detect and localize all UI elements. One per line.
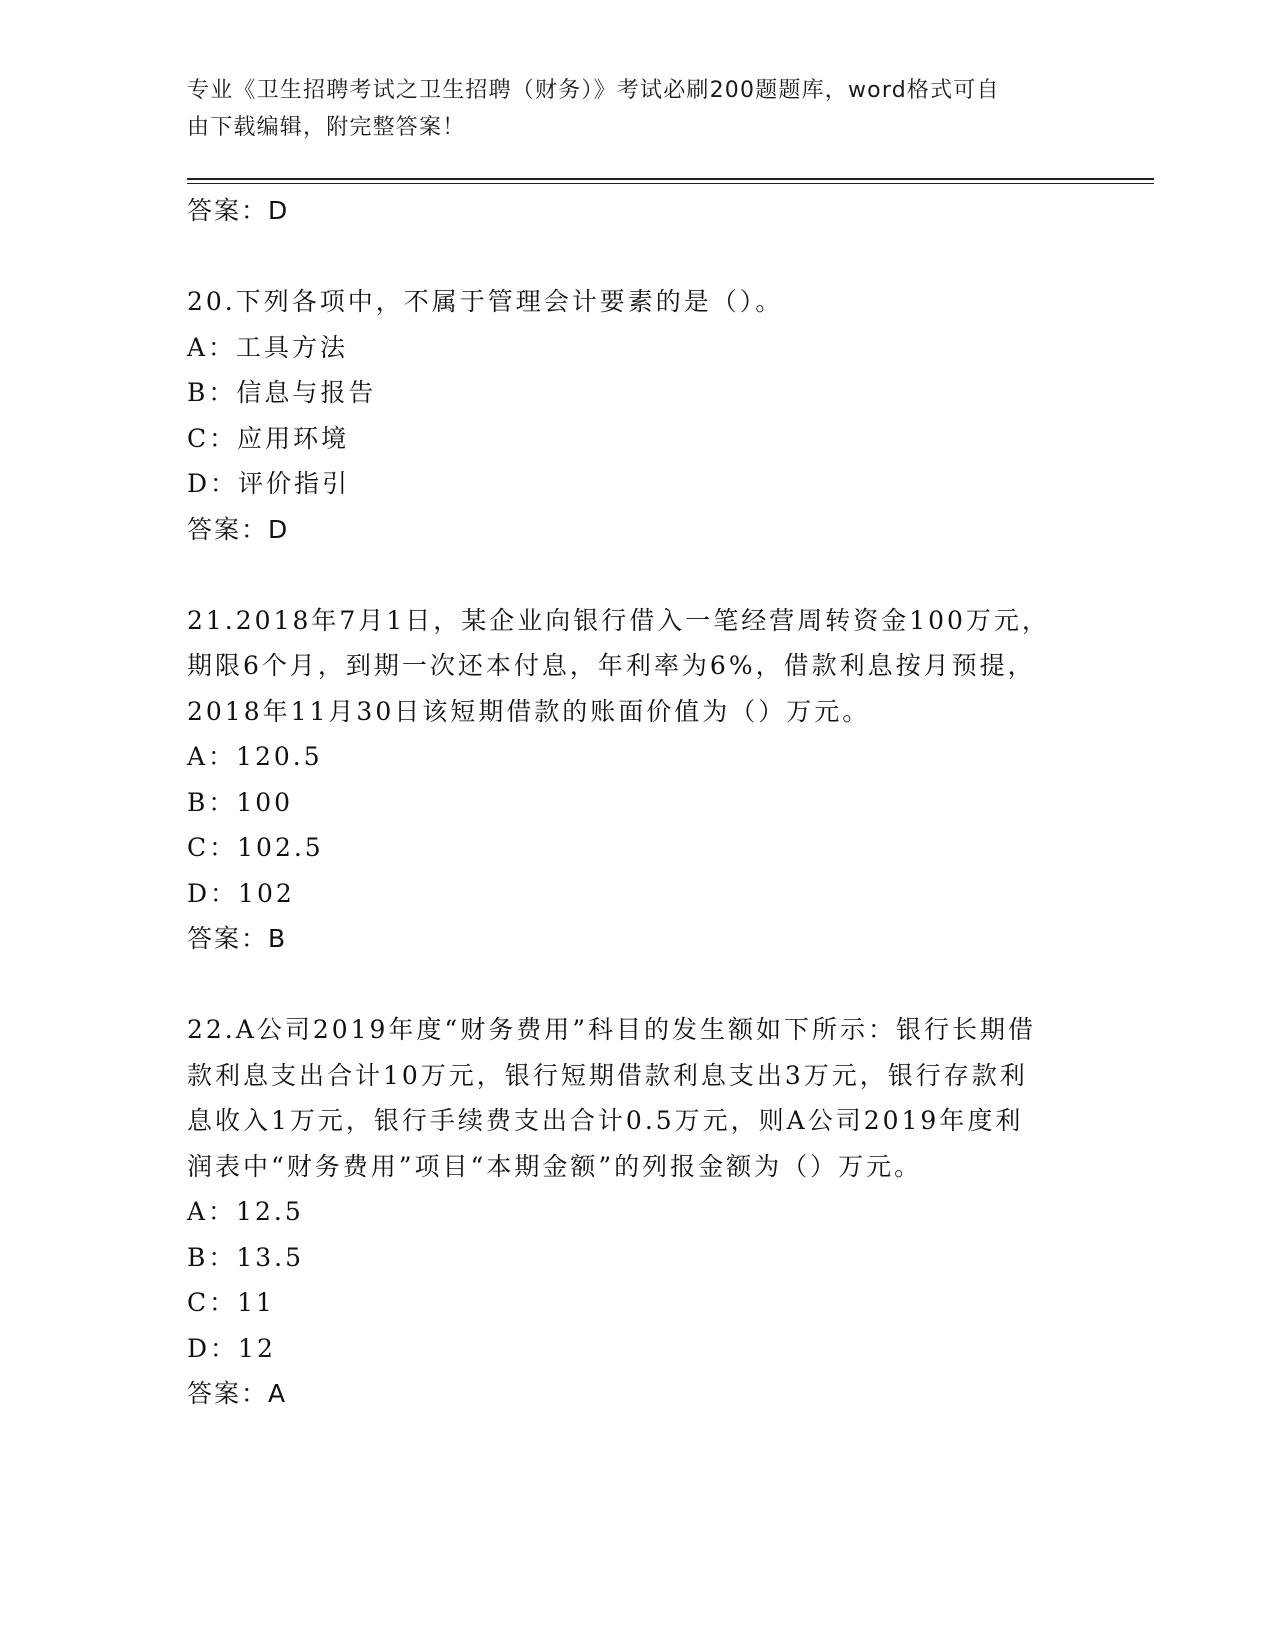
header-line-2: 由下载编辑，附完整答案！: [187, 115, 466, 140]
header-divider-thin: [187, 183, 1154, 184]
option-c: C：11: [187, 1288, 275, 1317]
option-c: C：应用环境: [187, 423, 350, 453]
option-b: B：信息与报告: [187, 378, 377, 407]
question-stem-line: 2018年11月30日该短期借款的账面价值为（）万元。: [187, 696, 871, 726]
question-20: [187, 279, 1087, 552]
spacer: [187, 962, 1087, 1008]
question-22: [187, 1007, 1087, 1417]
option-b: B：13.5: [187, 1242, 305, 1272]
header-line-1: 专业《卫生招聘考试之卫生招聘（财务）》考试必刷200题题库，word格式可自: [187, 78, 1000, 103]
document-header: [187, 72, 1087, 146]
option-a: A：120.5: [187, 742, 323, 771]
option-d: D：102: [187, 878, 295, 908]
question-stem-line: 20.下列各项中，不属于管理会计要素的是（）。: [187, 287, 784, 316]
question-21: [187, 598, 1087, 962]
question-stem-line: 息收入1万元，银行手续费支出合计0.5万元，则A公司2019年度利: [187, 1106, 1024, 1135]
spacer: [187, 234, 1087, 280]
question-stem-line: 润表中“财务费用”项目“本期金额”的列报金额为（）万元。: [187, 1151, 923, 1181]
option-a: A：工具方法: [187, 332, 349, 362]
answer-q21: 答案：B: [187, 924, 288, 953]
question-stem-line: 期限6个月，到期一次还本付息，年利率为6%，借款利息按月预提，: [187, 651, 1036, 680]
header-divider-thick: [187, 178, 1154, 180]
option-d: D：12: [187, 1333, 276, 1363]
question-stem-line: 21.2018年7月1日，某企业向银行借入一笔经营周转资金100万元，: [187, 605, 1050, 635]
question-stem-line: 22.A公司2019年度“财务费用”科目的发生额如下所示：银行长期借: [187, 1015, 1036, 1044]
question-stem-line: 款利息支出合计10万元，银行短期借款利息支出3万元，银行存款利: [187, 1060, 1028, 1090]
answer-q22: 答案：A: [187, 1379, 288, 1408]
spacer: [187, 552, 1087, 598]
answer-q20: 答案：D: [187, 514, 290, 544]
option-b: B：100: [187, 787, 294, 817]
option-c: C：102.5: [187, 833, 324, 862]
answer-q19: 答案：D: [187, 196, 290, 225]
option-d: D：评价指引: [187, 469, 351, 498]
option-a: A：12.5: [187, 1197, 304, 1226]
document-body: [187, 188, 1087, 1417]
